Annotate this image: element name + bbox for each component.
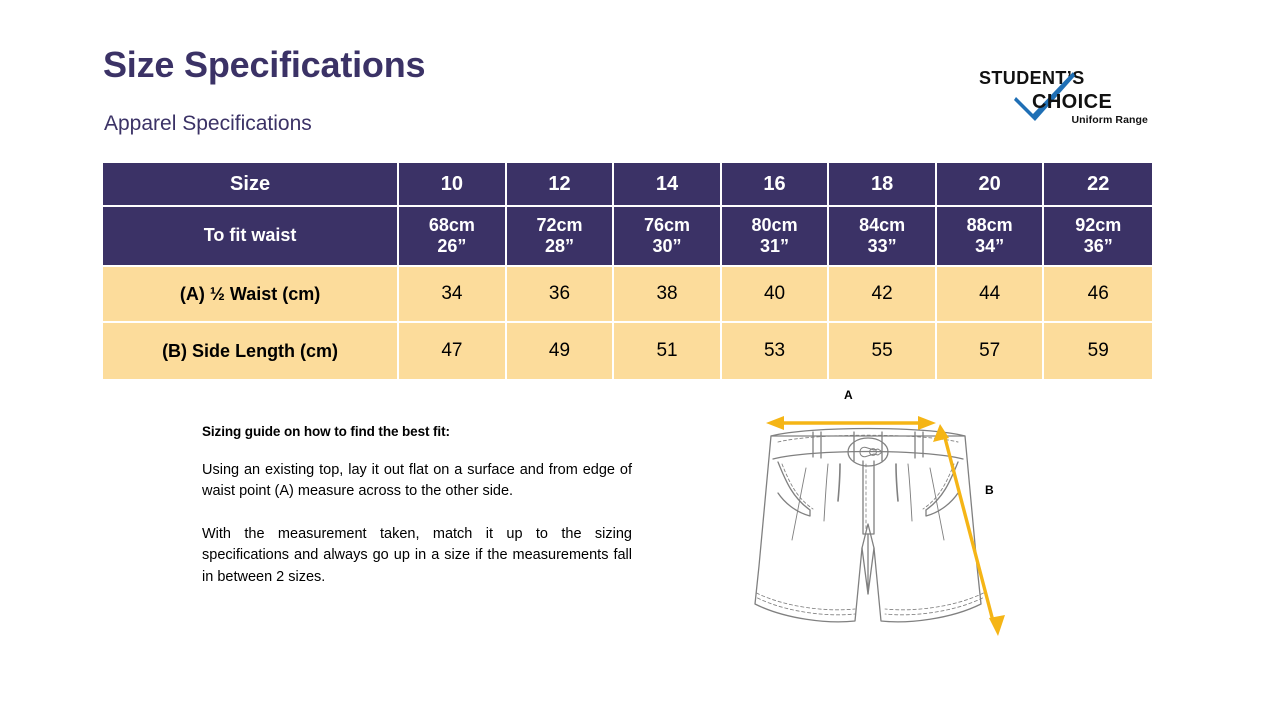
half-waist-cell: 38	[614, 267, 722, 323]
waist-cm: 68cm	[428, 214, 475, 235]
size-cell: 20	[937, 163, 1045, 207]
waist-cm: 88cm	[966, 214, 1013, 235]
table-row-side-length	[103, 323, 1152, 379]
table-row-to-fit-waist	[103, 207, 1152, 267]
waist-cm: 72cm	[536, 214, 583, 235]
sizing-guide-paragraph-1: Using an existing top, lay it out flat on a surface and from edge of waist point (A) measure across to the other side.	[202, 462, 632, 500]
row-header-size: Size	[103, 163, 399, 207]
table-row-half-waist	[103, 267, 1152, 323]
row-header-half-waist: (A) ½ Waist (cm)	[103, 267, 399, 323]
side-length-cell: 59	[1044, 323, 1152, 379]
waist-cell	[614, 207, 722, 267]
sizing-guide	[202, 424, 632, 588]
side-length-cell: 49	[507, 323, 615, 379]
row-header-to-fit-waist: To fit waist	[103, 207, 399, 267]
side-length-cell: 55	[829, 323, 937, 379]
waist-cm: 92cm	[1075, 214, 1122, 235]
waist-cm: 84cm	[859, 214, 906, 235]
waist-cell	[937, 207, 1045, 267]
dimension-label-b: B	[985, 483, 994, 497]
half-waist-cell: 46	[1044, 267, 1152, 323]
waist-in: 31”	[760, 236, 790, 256]
waist-in: 30”	[652, 236, 682, 256]
size-cell: 22	[1044, 163, 1152, 207]
logo-choice-text: CHOICE	[1032, 91, 1113, 113]
brand-logo	[975, 68, 1150, 130]
logo-tagline: Uniform Range	[1071, 114, 1148, 126]
size-cell: 16	[722, 163, 830, 207]
waist-cell	[722, 207, 830, 267]
size-specifications-table	[103, 163, 1152, 379]
waist-in: 33”	[867, 236, 897, 256]
waist-cell	[829, 207, 937, 267]
waist-cell	[507, 207, 615, 267]
size-cell: 18	[829, 163, 937, 207]
side-length-cell: 53	[722, 323, 830, 379]
waist-cm: 76cm	[643, 214, 691, 235]
waist-in: 36”	[1083, 236, 1113, 256]
row-header-side-length: (B) Side Length (cm)	[103, 323, 399, 379]
sizing-guide-heading: Sizing guide on how to find the best fit:	[202, 424, 450, 439]
half-waist-cell: 44	[937, 267, 1045, 323]
logo-students-text: STUDENT’S	[979, 68, 1085, 88]
waist-in: 28”	[544, 236, 574, 256]
shorts-line-drawing-icon	[700, 388, 1040, 688]
side-length-cell: 51	[614, 323, 722, 379]
dimension-arrow-a	[766, 416, 936, 430]
waist-in: 34”	[975, 236, 1005, 256]
waist-cell	[1044, 207, 1152, 267]
page-subtitle: Apparel Specifications	[104, 112, 312, 135]
half-waist-cell: 42	[829, 267, 937, 323]
dimension-label-a: A	[844, 388, 853, 402]
half-waist-cell: 36	[507, 267, 615, 323]
size-cell: 12	[507, 163, 615, 207]
side-length-cell: 57	[937, 323, 1045, 379]
sizing-guide-paragraph-2: With the measurement taken, match it up to the sizing specifications and always go up in a size if the measurements fall in between 2 sizes.	[202, 525, 632, 585]
size-cell: 10	[399, 163, 507, 207]
half-waist-cell: 40	[722, 267, 830, 323]
half-waist-cell: 34	[399, 267, 507, 323]
waist-in: 26”	[437, 236, 467, 256]
waist-cell	[399, 207, 507, 267]
page-title: Size Specifications	[103, 44, 426, 85]
size-cell: 14	[614, 163, 722, 207]
shorts-diagram	[700, 388, 1040, 688]
side-length-cell: 47	[399, 323, 507, 379]
waist-cm: 80cm	[751, 214, 798, 235]
table-row-size	[103, 163, 1152, 207]
